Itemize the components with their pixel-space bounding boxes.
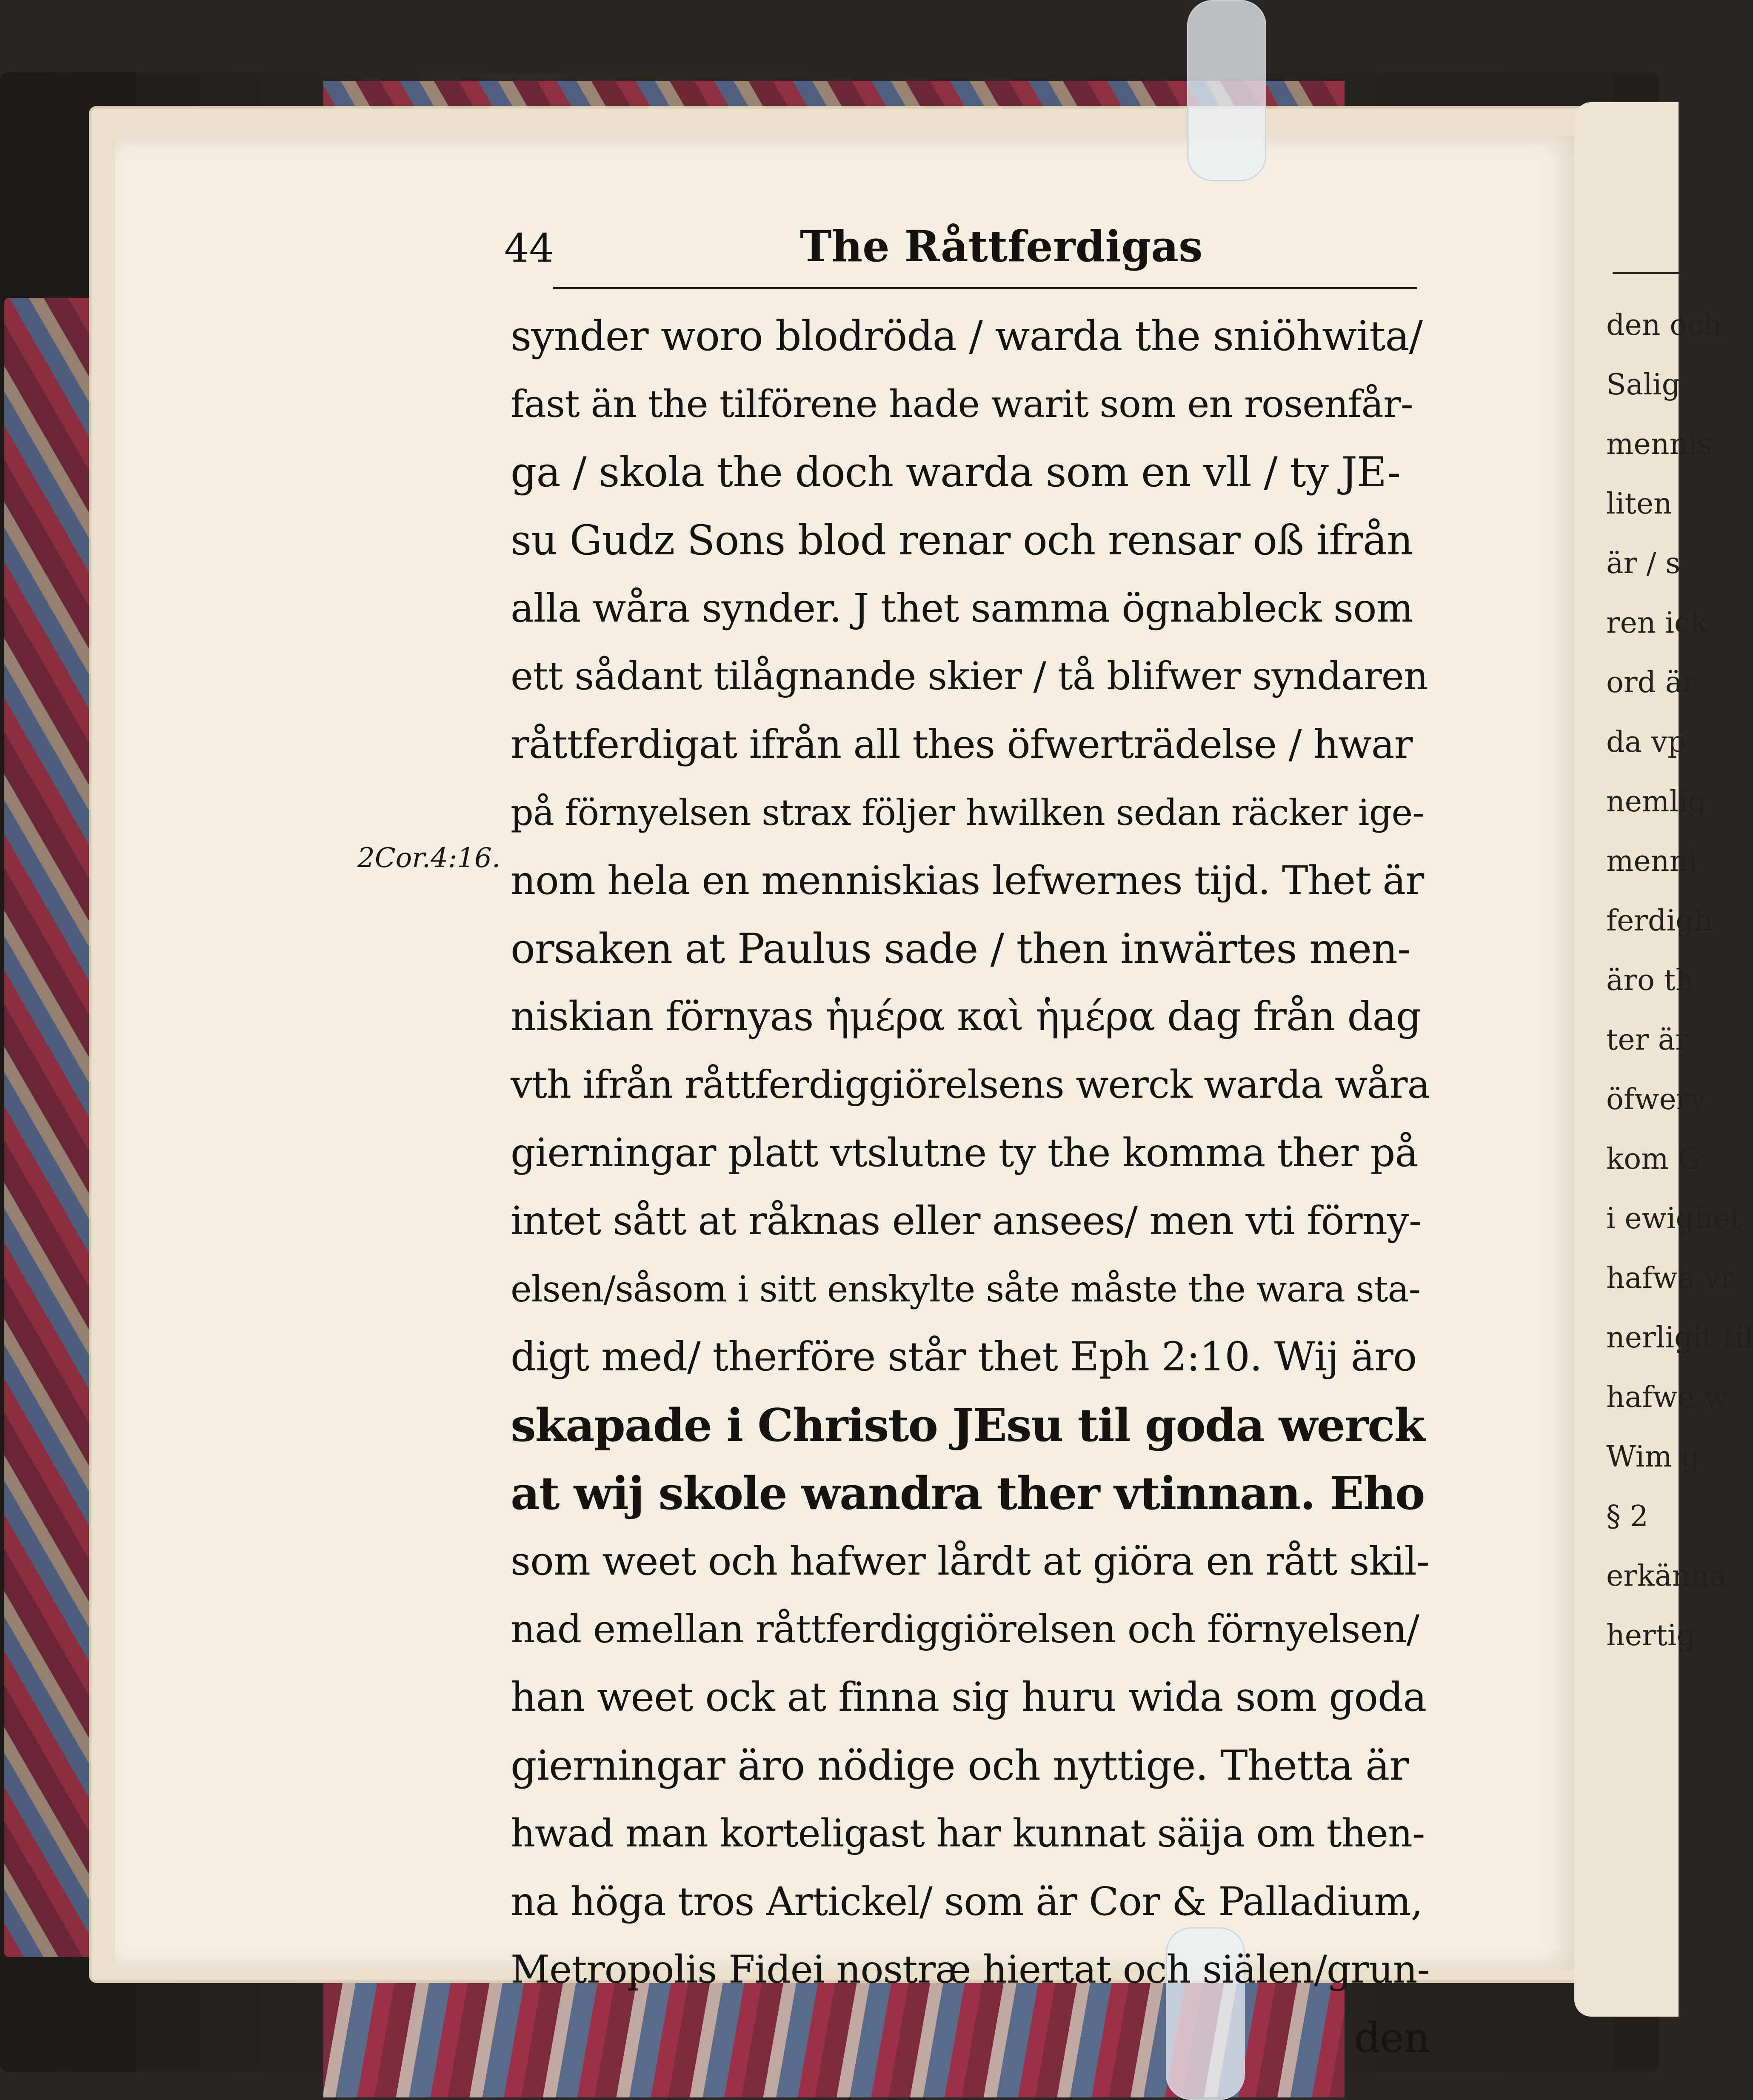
text-line: su Gudz Sons blod renar och rensar oß ifrån — [511, 516, 1413, 564]
facing-text-fragment: Wim g — [1606, 1440, 1700, 1474]
text-line: fast än the tilförene hade warit som en rosenfår- — [511, 382, 1413, 426]
text-line: som weet och hafwer lårdt at giöra en rått skil- — [511, 1538, 1429, 1584]
body-text — [511, 304, 1430, 2074]
text-line: skapade i Christo JEsu til goda werck — [511, 1398, 1425, 1452]
marginal-reference: 2Cor.4:16. — [357, 842, 501, 874]
page-clip-top — [1187, 0, 1266, 181]
text-line: synder woro blodröda / warda the sniöhwita/ — [511, 312, 1423, 360]
facing-text-fragment: ren ick — [1606, 606, 1708, 640]
facing-text-fragment: erkänna — [1606, 1559, 1727, 1593]
facing-text-fragment: den och — [1606, 308, 1722, 342]
facing-text-fragment: ter är — [1606, 1023, 1689, 1057]
facing-text-fragment: i ewighet — [1606, 1202, 1742, 1235]
facing-text-fragment: ferdigh — [1606, 904, 1713, 938]
text-line: nom hela en menniskias lefwernes tijd. Thet är — [511, 858, 1424, 903]
facing-text-fragment: § 2 — [1606, 1500, 1648, 1533]
text-line: han weet ock at finna sig huru wida som goda — [511, 1674, 1427, 1721]
facing-text-fragment: är / s — [1606, 547, 1681, 580]
text-line: råttferdigat ifrån all thes öfwerträdelse / hwar — [511, 722, 1413, 767]
text-line: gierningar äro nödige och nyttige. Thetta är — [511, 1742, 1409, 1789]
text-line: digt med/ therföre står thet Eph 2:10. Wij äro — [511, 1334, 1417, 1380]
text-line: orsaken at Paulus sade / then inwärtes men- — [511, 925, 1411, 973]
facing-text-fragment: hafwe w — [1606, 1381, 1729, 1414]
text-line: Metropolis Fidei nostræ hiertat och siälen/grun- — [511, 1947, 1430, 1992]
text-line: hwad man korteligast har kunnat säija om then- — [511, 1811, 1425, 1856]
facing-text-fragment: Salig — [1606, 368, 1681, 402]
facing-text-fragment: hertig — [1606, 1619, 1696, 1652]
header-rule — [553, 287, 1417, 289]
text-line: på förnyelsen strax följer hwilken sedan räcker ige- — [511, 792, 1424, 833]
facing-text-fragment: kom G — [1606, 1142, 1701, 1176]
text-line: na höga tros Artickel/ som är Cor & Palladium, — [511, 1879, 1423, 1924]
text-line: elsen/såsom i sitt enskylte såte måste the wara sta- — [511, 1268, 1420, 1310]
text-line: ga / skola the doch warda som en vll / ty JE- — [511, 448, 1401, 496]
facing-text-fragment: menni — [1606, 845, 1698, 878]
facing-text-fragment: liten — [1606, 487, 1672, 521]
facing-text-fragment: öfwery — [1606, 1083, 1707, 1116]
facing-text-fragment: da vp — [1606, 725, 1686, 759]
facing-text-fragment: hafwa vr — [1606, 1261, 1734, 1295]
text-line: alla wåra synder. J thet samma ögnableck som — [511, 585, 1413, 631]
marbled-endpaper-left — [4, 298, 106, 1957]
facing-page-rule — [1613, 272, 1679, 274]
facing-text-fragment: äro th — [1606, 964, 1694, 997]
text-line: niskian förnyas ἡμέρα καὶ ἡμέρα dag från dag — [511, 993, 1421, 1040]
text-line: at wij skole wandra ther vtinnan. Eho — [511, 1467, 1425, 1520]
facing-text-fragment: nerligit til — [1606, 1321, 1753, 1355]
page-number: 44 — [504, 225, 554, 271]
facing-text-fragment: mennis — [1606, 428, 1712, 461]
text-line: intet sått at råknas eller ansees/ men vti förny- — [511, 1198, 1422, 1244]
text-line: ett sådant tilågnande skier / tå blifwer syndaren — [511, 654, 1428, 699]
facing-text-fragment: nemlig — [1606, 785, 1707, 819]
text-line: den — [1354, 2014, 1430, 2062]
text-line: nad emellan råttferdiggiörelsen och förnyelsen/ — [511, 1607, 1419, 1652]
text-line: vth ifrån råttferdiggiörelsens werck warda wåra — [511, 1062, 1430, 1107]
facing-page-text — [1606, 298, 1753, 1668]
running-head: The Råttferdigas — [800, 221, 1203, 271]
text-line: gierningar platt vtslutne ty the komma ther på — [511, 1130, 1418, 1176]
facing-text-fragment: ord är — [1606, 666, 1696, 699]
